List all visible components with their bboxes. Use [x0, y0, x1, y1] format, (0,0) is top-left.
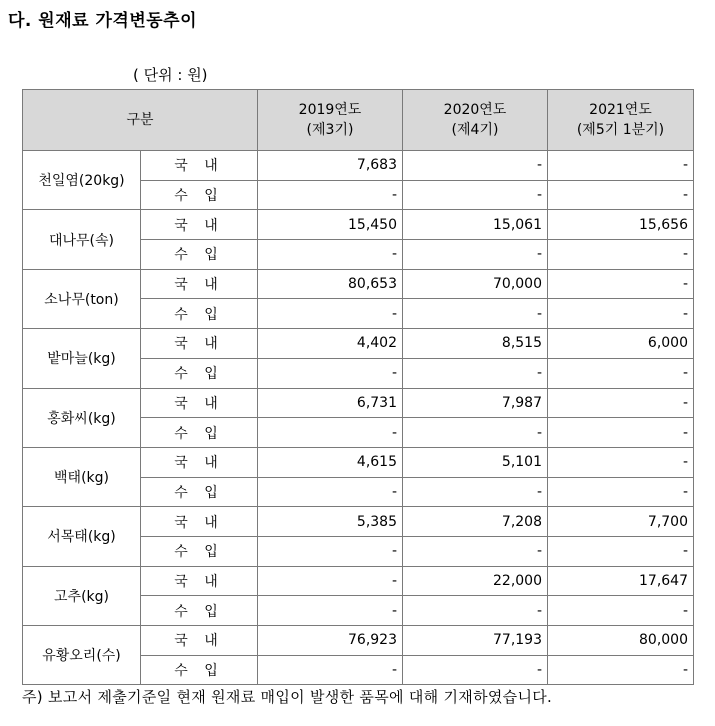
price-cell: - [548, 299, 694, 329]
table-row [23, 507, 694, 537]
source-type-cell: 국 내 [141, 329, 258, 359]
price-cell: 5,101 [403, 447, 548, 477]
price-cell: - [548, 655, 694, 685]
source-type-cell: 수 입 [141, 418, 258, 448]
price-cell: - [548, 269, 694, 299]
header-year: 2019연도 [298, 102, 362, 118]
price-cell: 7,208 [403, 507, 548, 537]
unit-label: ( 단위 : 원) [133, 66, 208, 84]
price-cell: - [258, 418, 403, 448]
price-cell: 77,193 [403, 626, 548, 656]
price-cell: 6,731 [258, 388, 403, 418]
source-type-cell: 국 내 [141, 447, 258, 477]
price-cell: 15,450 [258, 210, 403, 240]
table-row [23, 151, 694, 181]
price-cell: - [548, 418, 694, 448]
price-cell: - [548, 388, 694, 418]
price-cell: - [548, 151, 694, 181]
source-type-cell: 국 내 [141, 269, 258, 299]
price-cell: - [403, 477, 548, 507]
source-type-cell: 수 입 [141, 358, 258, 388]
price-cell: 22,000 [403, 566, 548, 596]
table-row [23, 626, 694, 656]
price-cell: - [258, 566, 403, 596]
header-year: 2020연도 [443, 102, 507, 118]
source-type-cell: 국 내 [141, 626, 258, 656]
price-cell: - [403, 240, 548, 270]
source-type-cell: 국 내 [141, 566, 258, 596]
price-cell: - [548, 447, 694, 477]
price-cell: 76,923 [258, 626, 403, 656]
item-name-cell: 소나무(ton) [23, 269, 141, 328]
price-cell: - [258, 180, 403, 210]
table-row [23, 329, 694, 359]
price-cell: 80,653 [258, 269, 403, 299]
price-cell: 5,385 [258, 507, 403, 537]
table-row [23, 447, 694, 477]
header-year: 2021연도 [589, 102, 652, 118]
price-cell: 7,700 [548, 507, 694, 537]
item-name-cell: 유황오리(수) [23, 626, 141, 685]
price-cell: - [403, 596, 548, 626]
source-type-cell: 수 입 [141, 536, 258, 566]
table-row [23, 566, 694, 596]
source-type-cell: 수 입 [141, 655, 258, 685]
price-cell: - [258, 655, 403, 685]
source-type-cell: 수 입 [141, 240, 258, 270]
header-year-2020 [403, 90, 548, 151]
footnote: 주) 보고서 제출기준일 현재 원재료 매입이 발생한 품목에 대해 기재하였습니다. [22, 688, 553, 706]
header-period: (제4기) [451, 122, 499, 138]
table-row [23, 388, 694, 418]
header-year-2019 [258, 90, 403, 151]
price-cell: - [258, 358, 403, 388]
price-cell: - [258, 240, 403, 270]
item-name-cell: 대나무(속) [23, 210, 141, 269]
price-cell: 17,647 [548, 566, 694, 596]
price-cell: 7,683 [258, 151, 403, 181]
price-cell: 6,000 [548, 329, 694, 359]
item-name-cell: 홍화씨(kg) [23, 388, 141, 447]
price-cell: - [403, 655, 548, 685]
section-title: 다. 원재료 가격변동추이 [8, 11, 198, 31]
price-cell: - [403, 358, 548, 388]
price-cell: - [548, 180, 694, 210]
price-cell: - [548, 240, 694, 270]
price-cell: 15,061 [403, 210, 548, 240]
header-year-2021 [548, 90, 694, 151]
item-name-cell: 서목태(kg) [23, 507, 141, 566]
source-type-cell: 수 입 [141, 596, 258, 626]
item-name-cell: 고추(kg) [23, 566, 141, 625]
header-period: (제5기 1분기) [576, 122, 665, 138]
price-cell: - [548, 477, 694, 507]
price-cell: 4,615 [258, 447, 403, 477]
source-type-cell: 수 입 [141, 180, 258, 210]
source-type-cell: 수 입 [141, 299, 258, 329]
table-header-row [23, 90, 694, 151]
item-name-cell: 천일염(20kg) [23, 151, 141, 210]
item-name-cell: 밭마늘(kg) [23, 329, 141, 388]
source-type-cell: 국 내 [141, 507, 258, 537]
price-cell: - [403, 418, 548, 448]
price-cell: - [403, 299, 548, 329]
price-cell: - [403, 180, 548, 210]
table-body [23, 151, 694, 685]
price-cell: - [403, 151, 548, 181]
source-type-cell: 국 내 [141, 388, 258, 418]
table-row [23, 269, 694, 299]
price-cell: 70,000 [403, 269, 548, 299]
price-cell: - [403, 536, 548, 566]
header-category: 구분 [23, 90, 258, 151]
price-cell: 4,402 [258, 329, 403, 359]
price-cell: - [548, 596, 694, 626]
table-row [23, 210, 694, 240]
price-cell: - [258, 596, 403, 626]
price-cell: 80,000 [548, 626, 694, 656]
price-cell: - [548, 536, 694, 566]
source-type-cell: 국 내 [141, 151, 258, 181]
item-name-cell: 백태(kg) [23, 447, 141, 506]
price-trend-table [22, 89, 694, 685]
price-cell: - [548, 358, 694, 388]
price-cell: 8,515 [403, 329, 548, 359]
price-cell: 7,987 [403, 388, 548, 418]
price-cell: 15,656 [548, 210, 694, 240]
price-cell: - [258, 299, 403, 329]
source-type-cell: 수 입 [141, 477, 258, 507]
price-cell: - [258, 536, 403, 566]
price-cell: - [258, 477, 403, 507]
source-type-cell: 국 내 [141, 210, 258, 240]
header-period: (제3기) [306, 122, 354, 138]
